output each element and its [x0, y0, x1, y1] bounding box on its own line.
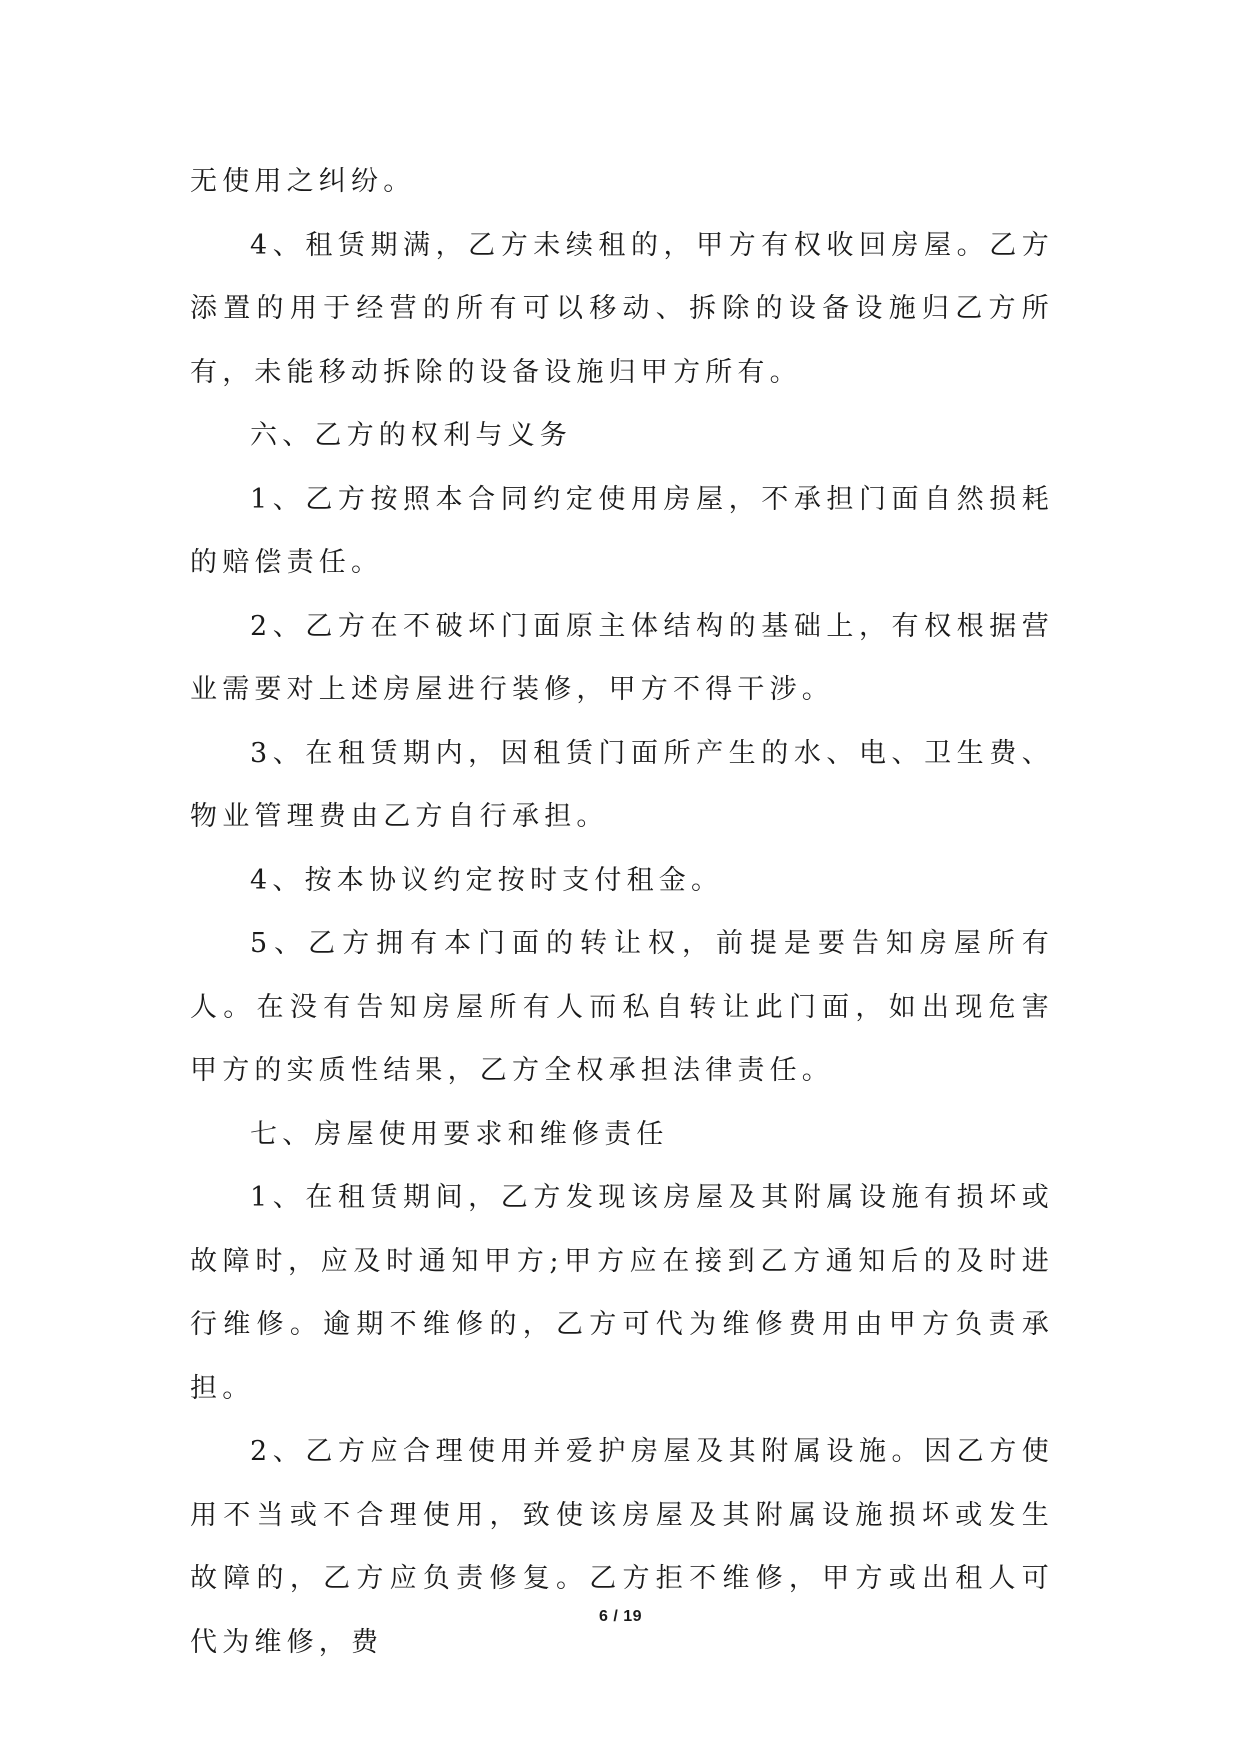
- paragraph-tenant-right-3: 3、在租赁期内，因租赁门面所产生的水、电、卫生费、物业管理费由乙方自行承担。: [190, 737, 1054, 832]
- section-heading-maintenance: 七、房屋使用要求和维修责任: [250, 1118, 669, 1150]
- paragraph-tenant-right-5: 5、乙方拥有本门面的转让权，前提是要告知房屋所有人。在没有告知房屋所有人而私自转让此门面，如出现危害甲方的实质性结果，乙方全权承担法律责任。: [190, 928, 1054, 1086]
- section-heading-tenant-rights: 六、乙方的权利与义务: [250, 420, 572, 451]
- paragraph-maintenance-2: 2、乙方应合理使用并爱护房屋及其附属设施。因乙方使用不当或不合理使用，致使该房屋及其附属设施损坏或发生故障的，乙方应负责修复。乙方拒不维修，甲方或出租人可代为维修，费: [190, 1436, 1054, 1658]
- paragraph-lease-expiry: 4、租赁期满，乙方未续租的，甲方有权收回房屋。乙方添置的用于经营的所有可以移动、拆除的设备设施归乙方所有，未能移动拆除的设备设施归甲方所有。: [190, 229, 1054, 388]
- paragraph-tenant-right-2: 2、乙方在不破坏门面原主体结构的基础上，有权根据营业需要对上述房屋进行装修，甲方不得干涉。: [190, 610, 1054, 705]
- paragraph-tenant-right-4: 4、按本协议约定按时支付租金。: [250, 864, 724, 896]
- document-body: [190, 150, 1054, 1674]
- page-number: 6 / 19: [598, 1608, 643, 1625]
- paragraph-maintenance-1: 1、在租赁期间，乙方发现该房屋及其附属设施有损坏或故障时，应及时通知甲方;甲方应在接到乙方通知后的及时进行维修。逾期不维修的，乙方可代为维修费用由甲方负责承担。: [190, 1182, 1054, 1404]
- paragraph-continuation: 无使用之纠纷。: [190, 166, 416, 197]
- paragraph-tenant-right-1: 1、乙方按照本合同约定使用房屋，不承担门面自然损耗的赔偿责任。: [190, 483, 1054, 578]
